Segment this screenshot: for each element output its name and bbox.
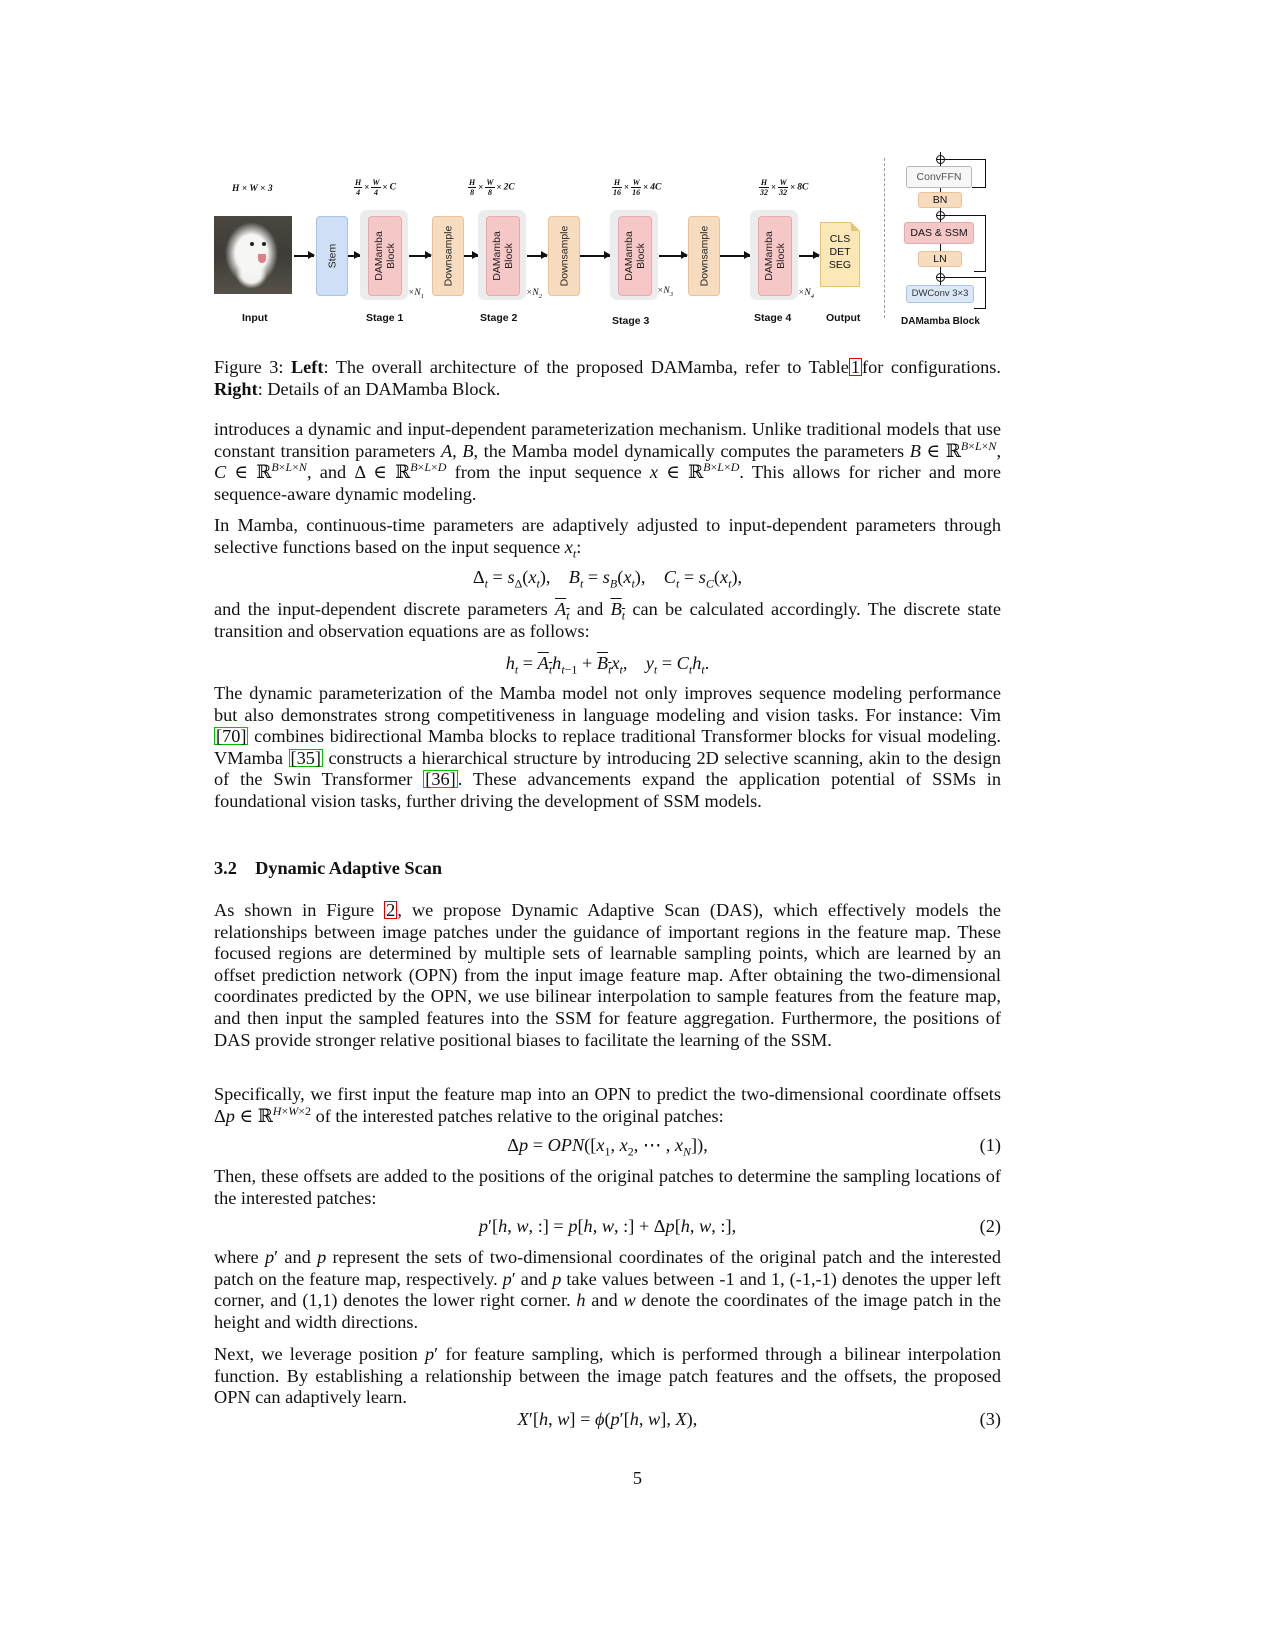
paragraph-5: As shown in Figure 2 , we propose Dynamic Adaptive Scan (DAS), which effectively models the relationships between image patches under the guidance of important regions in the feature map. These focused regions are determined by multiple sets of learnable sampling points, which are learned by an offset prediction network (OPN) from the input image feature map. After obtaining the two-dimensional coordinates predicted by the OPN, we use bilinear interpolation to sample features from the feature map, and then input the sampled features into the SSM for feature aggregation. Furthermore, the positions of DAS provide stronger relative positional biases to facilitate the learning of the SSM.	[214, 900, 1001, 1050]
skip-line	[974, 271, 986, 272]
flow-arrow	[464, 255, 478, 257]
stage1-repeat-count: $\times N_1$	[408, 288, 425, 300]
stage2-repeat-count: $\times N_2$	[526, 288, 543, 300]
citation-link[interactable]: [70]	[216, 726, 247, 747]
flow-arrow	[659, 255, 687, 257]
flow-arrow	[409, 255, 431, 257]
dim-stage2: $\frac{H}{8}$ × $\frac{W}{8}$ × 2C	[469, 178, 515, 197]
skip-line	[945, 277, 985, 278]
label-output: Output	[826, 312, 861, 324]
equation-selective: $\Delta_t = s_\Delta(x_t)$, $B_t = s_B(x_t)$, $C_t = s_C(x_t)$,	[472, 567, 743, 591]
skip-line	[972, 187, 986, 188]
skip-line	[985, 215, 986, 271]
flow-arrow	[580, 255, 610, 257]
citation-link[interactable]: [36]	[425, 769, 456, 790]
stage2-damamba-block: DAMamba Block	[486, 216, 520, 296]
equation-number: (2)	[979, 1216, 1001, 1236]
stage1-damamba-block: DAMamba Block	[368, 216, 402, 296]
figure-reference-link[interactable]: 2	[386, 900, 396, 920]
skip-line	[985, 159, 986, 187]
flow-arrow	[527, 255, 547, 257]
stage3-repeat-count: $\times N_3$	[657, 286, 674, 298]
dim-input: H × W × 3	[232, 184, 273, 194]
flow-arrow	[348, 255, 360, 257]
dim-stage4: $\frac{H}{32}$ × $\frac{W}{32}$ × 8C	[760, 178, 809, 197]
paragraph-1: introduces a dynamic and input-dependent parameterization mechanism. Unlike traditional models that use constant transition parameters A, B, the Mamba model dynamically computes the parameters B ∈ ℝ$^{B\times L\times N}$, C ∈ ℝ$^{B\times L\times N}$, and Δ ∈ ℝ$^{B\times L\times D}$ from the input sequence x ∈ ℝ$^{B\times L\times D}$. This allows for richer and more sequence-aware dynamic modeling.	[214, 419, 1002, 504]
label-damamba-block: DAMamba Block	[901, 316, 980, 327]
skip-line	[974, 308, 986, 309]
stage3-damamba-block: DAMamba Block	[618, 216, 652, 296]
stage4-repeat-count: $\times N_4$	[798, 288, 815, 300]
paragraph-4: The dynamic parameterization of the Mamba model not only improves sequence modeling performance but also demonstrates strong competitiveness in language modeling and vision tasks. For instance: Vim [70] combines bidirectional Mamba blocks to replace traditional Transformer blocks for visual modeling. VMamba [35] constructs a hierarchical structure by introducing 2D selective scanning, akin to the design of the Swin Transformer [36] . These advancements expand the application potential of SSMs in foundational vision tasks, further driving the development of SSM models.	[214, 683, 1001, 811]
dim-stage3: $\frac{H}{16}$ × $\frac{W}{16}$ × 4C	[613, 178, 662, 197]
paragraph-9: Next, we leverage position p′ for feature sampling, which is performed through a bilinear interpolation function. By establishing a relationship between the image patch features and the offsets, the proposed OPN can adaptively learn.	[214, 1344, 1002, 1408]
ln-block: LN	[918, 251, 962, 267]
equation-1: $\Delta p = OPN([x_1$, $x_2$, ⋯ , $x_N$]), (1)	[507, 1135, 1001, 1159]
downsample-block-3: Downsample	[688, 216, 720, 296]
section-heading: 3.2 Dynamic Adaptive Scan	[214, 858, 443, 878]
das-ssm-block: DAS & SSM	[904, 222, 974, 244]
stage4-damamba-block: DAMamba Block	[758, 216, 792, 296]
bn-block: BN	[918, 192, 962, 208]
residual-add-icon	[936, 273, 945, 282]
paragraph-6: Specifically, we first input the feature map into an OPN to predict the two-dimensional coordinate offsets Δp ∈ ℝ$^{H\times W\times 2}$ of the interested patches relative to the original patches:	[214, 1084, 1001, 1126]
figure-divider	[884, 158, 885, 318]
figure-caption: Figure 3: Left: The overall architecture of the proposed DAMamba, refer to Table 1 for configurations. Right: Details of an DAMamba Block.	[214, 357, 1001, 399]
label-stage2: Stage 2	[480, 312, 518, 324]
equation-3: X′[h, w] = ϕ(p′[h, w], X), (3)	[517, 1409, 1001, 1429]
label-stage1: Stage 1	[366, 312, 404, 324]
paragraph-8: where p′ and p represent the sets of two-dimensional coordinates of the original patch and the interested patch on the feature map, respectively. p′ and p take values between -1 and 1, (-1,-1) denotes the upper left corner, and (1,1) denotes the lower right corner. h and w denote the coordinates of the image patch in the height and width directions.	[214, 1247, 1002, 1332]
citation-link[interactable]: [35]	[290, 747, 322, 768]
dim-stage1: $\frac{H}{4}$ × $\frac{W}{4}$ × C	[355, 178, 396, 197]
flow-arrow	[799, 255, 819, 257]
convffn-block: ConvFFN	[906, 166, 972, 188]
table-reference-link[interactable]: 1	[850, 357, 860, 377]
skip-line	[985, 277, 986, 309]
architecture-figure	[214, 150, 1004, 350]
label-input: Input	[242, 312, 268, 324]
label-stage3: Stage 3	[612, 315, 650, 327]
equation-number: (3)	[979, 1409, 1001, 1429]
paragraph-2: In Mamba, continuous-time parameters are adaptively adjusted to input-dependent parameters through selective functions based on the input sequence $x_t$:	[214, 515, 1001, 561]
stem-block: Stem	[316, 216, 348, 296]
input-dog-image	[214, 216, 292, 294]
output-tasks-document: CLS DET SEG	[820, 222, 860, 287]
downsample-block-1: Downsample	[432, 216, 464, 296]
equation-2: p′[h, w, :] = p[h, w, :] + Δp[h, w, :], (2)	[478, 1216, 1001, 1236]
label-stage4: Stage 4	[754, 312, 792, 324]
paragraph-3: and the input-dependent discrete parameters $A_t$ and $B_t$ can be calculated accordingly. The discrete state transition and observation equations are as follows:	[214, 599, 1001, 641]
skip-line	[945, 159, 985, 160]
flow-arrow	[294, 255, 314, 257]
residual-add-icon	[936, 155, 945, 164]
page-number: 5	[632, 1468, 643, 1488]
downsample-block-2: Downsample	[548, 216, 580, 296]
equation-number: (1)	[979, 1135, 1001, 1155]
dwconv-block: DWConv 3×3	[906, 285, 974, 303]
paragraph-7: Then, these offsets are added to the positions of the original patches to determine the sampling locations of the interested patches:	[214, 1166, 1001, 1208]
equation-state-transition: $h_t = A_th_{t-1} + B_tx_t$, $y_t = C_th_t$.	[505, 653, 710, 677]
skip-line	[945, 215, 985, 216]
residual-add-icon	[936, 211, 945, 220]
flow-arrow	[720, 255, 750, 257]
